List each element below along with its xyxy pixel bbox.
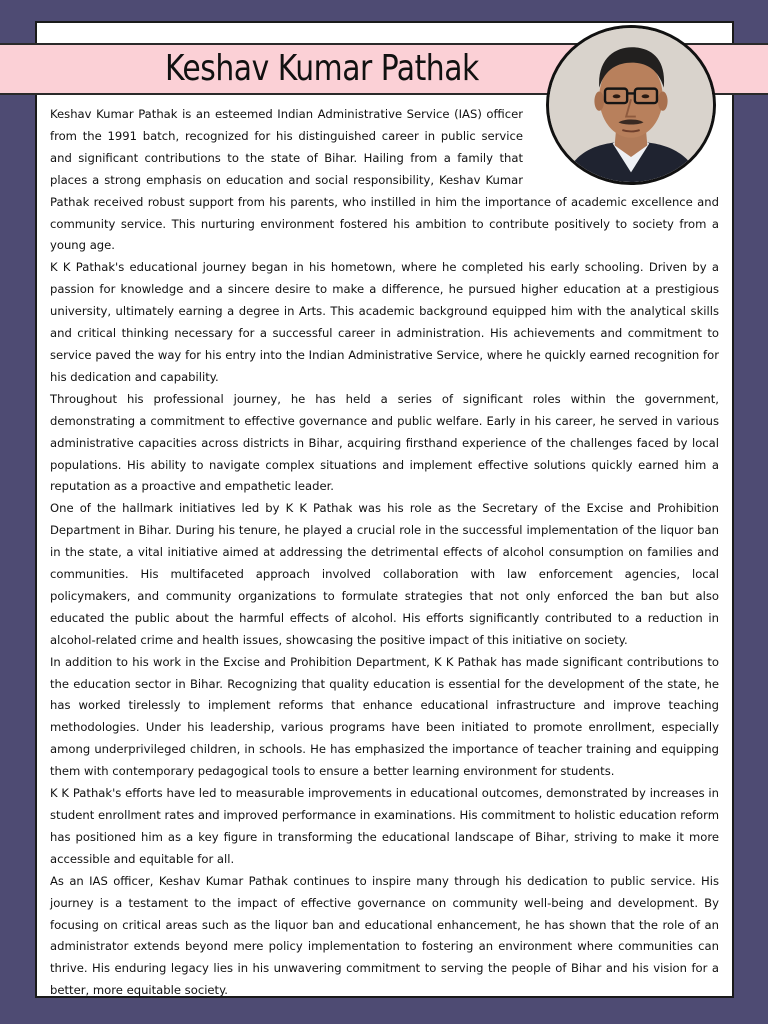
- paragraph-intro: Keshav Kumar Pathak is an esteemed Indian Administrative Service (IAS) officer from the 1991 batch, recognized for his distinguished career in public service and significant contributions to the state of Bihar. Hailing from a family that places a strong emphasis on education and social responsibility, Keshav Kumar Pathak received robust support from his parents, who instilled in him the importance of academic excellence and community service. This nurturing environment fostered his ambition to contribute positively to society from a young age.: [50, 107, 719, 253]
- paragraph-education: K K Pathak's educational journey began in his hometown, where he completed his early schooling. Driven by a passion for knowledge and a sincere desire to make a difference, he pursued higher education at a prestigious university, ultimately earning a degree in Arts. This academic background equipped him with the analytical skills and critical thinking necessary for a successful career in administration. His achievements and commitment to service paved the way for his entry into the Indian Administrative Service, where he quickly earned recognition for his dedication and capability.: [50, 260, 719, 384]
- page-title: Keshav Kumar Pathak: [165, 48, 479, 89]
- paragraph-excise: One of the hallmark initiatives led by K K Pathak was his role as the Secretary of the Excise and Prohibition Department in Bihar. During his tenure, he played a crucial role in the successful implementation of the liquor ban in the state, a vital initiative aimed at addressing the detrimental effects of alcohol consumption on families and communities. His multifaceted approach involved collaboration with law enforcement agencies, local policymakers, and community organizations to formulate strategies that not only enforced the ban but also educated the public about the harmful effects of alcohol. His efforts significantly contributed to a reduction in alcohol-related crime and health issues, showcasing the positive impact of this initiative on society.: [50, 501, 719, 647]
- paragraph-career: Throughout his professional journey, he has held a series of significant roles within the government, demonstrating a commitment to effective governance and public welfare. Early in his career, he served in various administrative capacities across districts in Bihar, acquiring firsthand experience of the challenges faced by local populations. His ability to navigate complex situations and implement effective solutions quickly earned him a reputation as a proactive and empathetic leader.: [50, 391, 719, 494]
- portrait-wrap-space: [523, 104, 719, 191]
- paragraph-outcomes: K K Pathak's efforts have led to measurable improvements in educational outcomes, demonstrated by increases in student enrollment rates and improved performance in examinations. His commitment to holistic education reform has positioned him as a key figure in transforming the educational landscape of Bihar, striving to make it more accessible and equitable for all.: [50, 786, 719, 866]
- paragraph-education-sector: In addition to his work in the Excise and Prohibition Department, K K Pathak has made significant contributions to the education sector in Bihar. Recognizing that quality education is essential for the development of the state, he has worked tirelessly to implement reforms that enhance educational infrastructure and improve teaching methodologies. Under his leadership, various programs have been initiated to promote enrollment, especially among underprivileged children, in schools. He has emphasized the importance of teacher training and equipping them with contemporary pedagogical tools to ensure a better learning environment for students.: [50, 654, 719, 779]
- paragraph-legacy: As an IAS officer, Keshav Kumar Pathak continues to inspire many through his dedication to public service. His journey is a testament to the impact of effective governance on community well-being and development. By focusing on critical areas such as the liquor ban and educational enhancement, he has shown that the role of an administrator extends beyond mere policy implementation to fostering an environment where communities can thrive. His enduring legacy lies in his unwavering commitment to serving the people of Bihar and his vision for a better, more equitable society.: [50, 873, 719, 998]
- biography-text: [50, 104, 719, 1002]
